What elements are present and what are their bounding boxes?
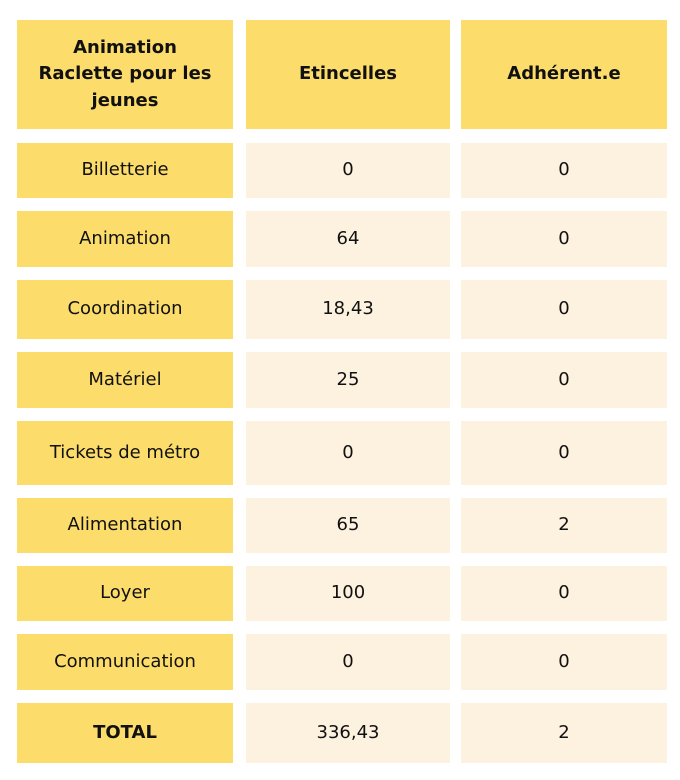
row-adherent-alimentation: 2: [461, 498, 667, 553]
header-activity-text: Animation Raclette pour les jeunes: [38, 37, 212, 111]
row-label-communication: Communication: [17, 634, 233, 690]
row-etincelles-coordination: 18,43: [246, 280, 450, 339]
row-adherent-loyer: 0: [461, 566, 667, 621]
row-label-tickets-metro: Tickets de métro: [17, 421, 233, 485]
row-label-alimentation: Alimentation: [17, 498, 233, 553]
row-adherent-animation: 0: [461, 211, 667, 267]
total-etincelles: 336,43: [246, 703, 450, 763]
header-etincelles-text: Etincelles: [298, 63, 398, 85]
row-adherent-billetterie: 0: [461, 143, 667, 198]
row-etincelles-alimentation: 65: [246, 498, 450, 553]
header-cell-adherent: [461, 20, 667, 129]
row-label-billetterie: Billetterie: [17, 143, 233, 198]
header-adherent-text: Adhérent.e: [507, 63, 621, 85]
row-label-materiel: Matériel: [17, 352, 233, 408]
row-adherent-tickets-metro: 0: [461, 421, 667, 485]
row-adherent-materiel: 0: [461, 352, 667, 408]
row-label-loyer: Loyer: [17, 566, 233, 621]
row-adherent-communication: 0: [461, 634, 667, 690]
row-etincelles-materiel: 25: [246, 352, 450, 408]
row-adherent-coordination: 0: [461, 280, 667, 339]
row-etincelles-animation: 64: [246, 211, 450, 267]
header-cell-activity: [17, 20, 233, 129]
row-etincelles-billetterie: 0: [246, 143, 450, 198]
row-etincelles-communication: 0: [246, 634, 450, 690]
header-cell-etincelles: [246, 20, 450, 129]
row-label-coordination: Coordination: [17, 280, 233, 339]
row-etincelles-tickets-metro: 0: [246, 421, 450, 485]
total-label: TOTAL: [17, 703, 233, 763]
total-adherent: 2: [461, 703, 667, 763]
row-etincelles-loyer: 100: [246, 566, 450, 621]
row-label-animation: Animation: [17, 211, 233, 267]
